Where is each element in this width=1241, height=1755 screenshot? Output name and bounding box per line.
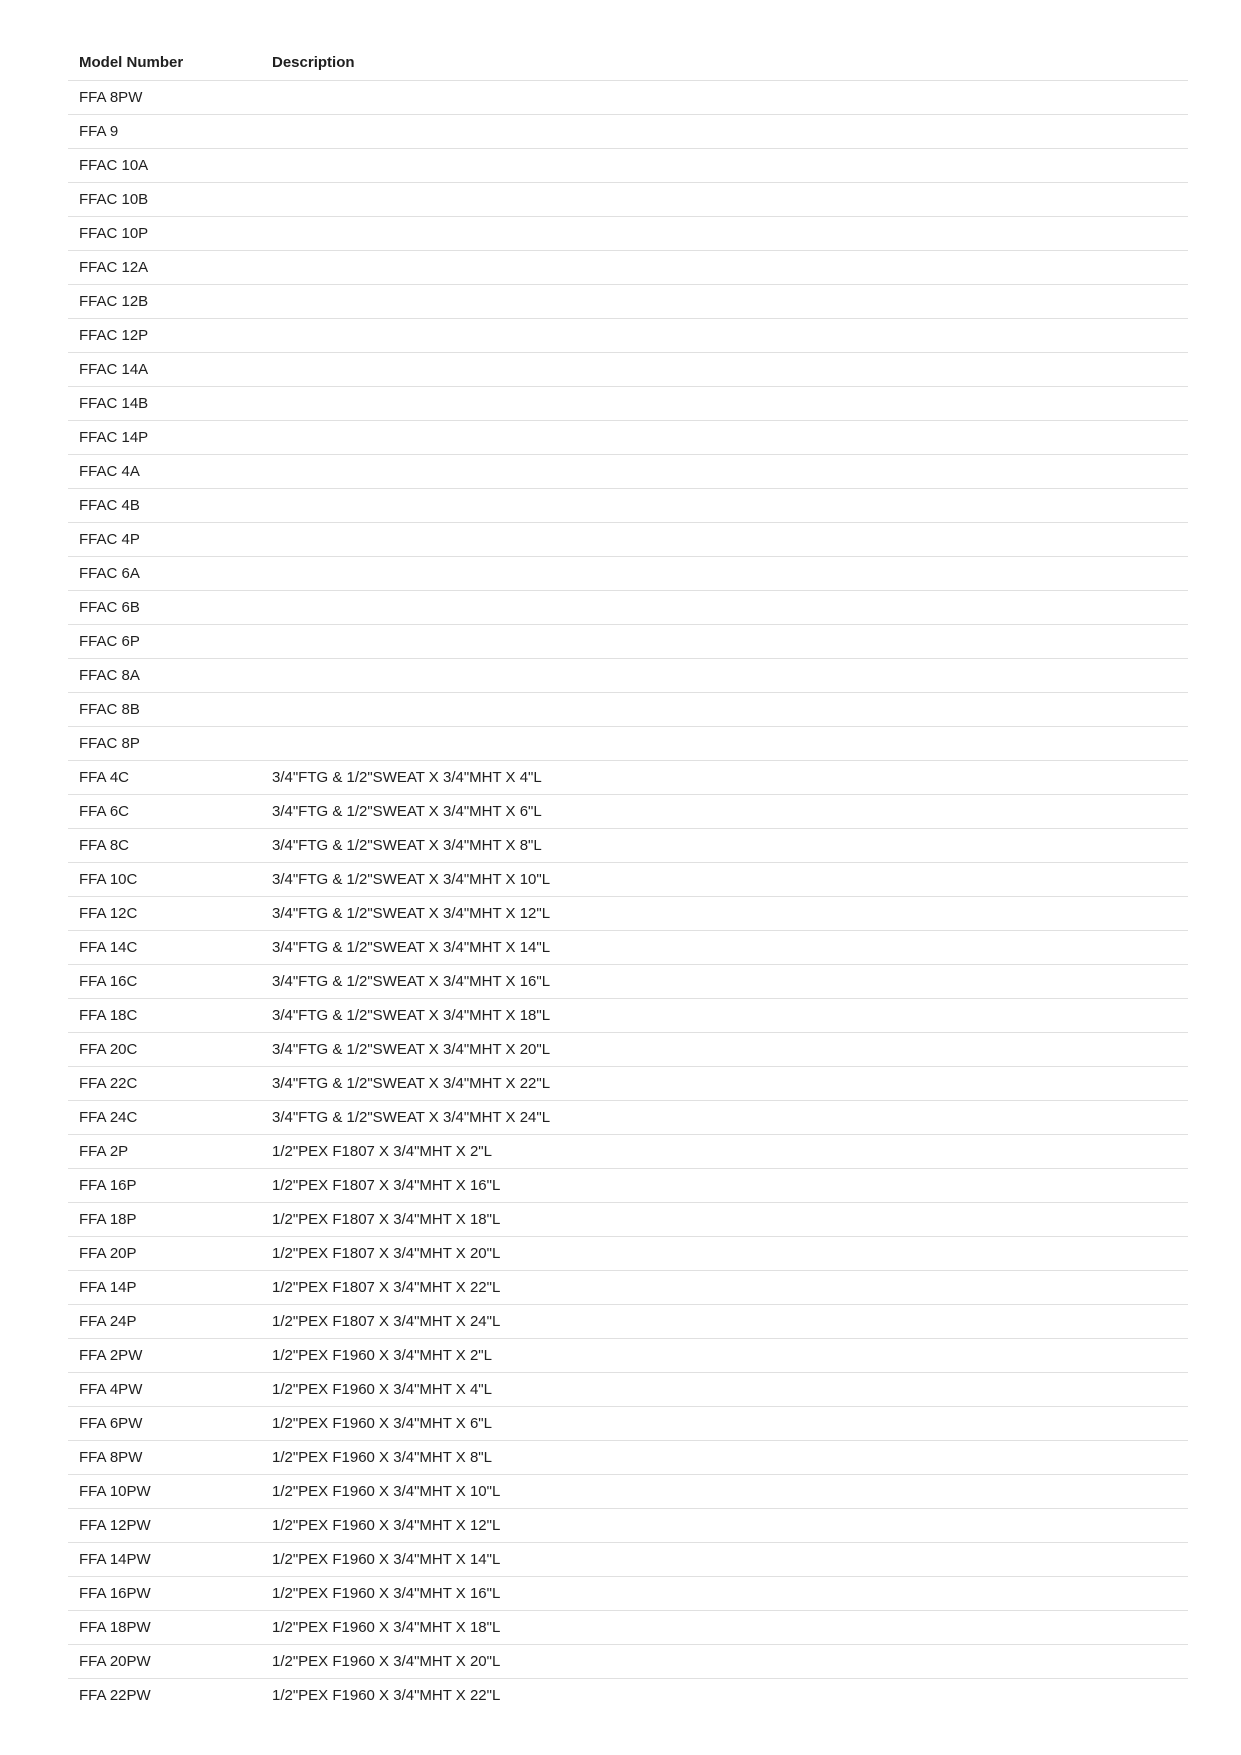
model-number-cell: FFAC 12B (79, 293, 149, 310)
table-row (68, 1407, 1188, 1441)
description-cell: 1/2"PEX F1960 X 3/4"MHT X 8"L (272, 1449, 492, 1466)
model-number-cell: FFA 6C (79, 803, 130, 820)
model-number-cell: FFA 2PW (79, 1347, 143, 1364)
model-number-cell: FFA 4C (79, 769, 130, 786)
table-row (68, 1135, 1188, 1169)
model-number-cell: FFA 10PW (79, 1483, 151, 1500)
description-cell (261, 319, 1188, 353)
description-cell: 1/2"PEX F1807 X 3/4"MHT X 22"L (272, 1279, 501, 1296)
description-cell (261, 489, 1188, 523)
table-row (68, 557, 1188, 591)
model-number-cell: FFAC 10B (79, 191, 149, 208)
model-number-cell: FFAC 10P (79, 225, 149, 242)
table-row (68, 1577, 1188, 1611)
description-cell: 3/4"FTG & 1/2"SWEAT X 3/4"MHT X 18"L (272, 1007, 551, 1024)
table-row (68, 829, 1188, 863)
table-row (68, 149, 1188, 183)
description-cell: 3/4"FTG & 1/2"SWEAT X 3/4"MHT X 22"L (272, 1075, 551, 1092)
table-row (68, 1237, 1188, 1271)
description-cell (261, 625, 1188, 659)
description-cell: 1/2"PEX F1960 X 3/4"MHT X 16"L (272, 1585, 501, 1602)
model-number-cell: FFA 14PW (79, 1551, 151, 1568)
description-cell (261, 727, 1188, 761)
description-cell: 3/4"FTG & 1/2"SWEAT X 3/4"MHT X 20"L (272, 1041, 551, 1058)
description-cell: 3/4"FTG & 1/2"SWEAT X 3/4"MHT X 4"L (272, 769, 542, 786)
description-cell (261, 455, 1188, 489)
table-row (68, 727, 1188, 761)
model-number-cell: FFAC 14B (79, 395, 149, 412)
table-row (68, 897, 1188, 931)
model-number-cell: FFAC 12P (79, 327, 149, 344)
table-row (68, 1475, 1188, 1509)
model-number-cell: FFAC 6P (79, 633, 140, 650)
table-row (68, 455, 1188, 489)
table-row (68, 1305, 1188, 1339)
model-number-cell: FFA 18C (79, 1007, 138, 1024)
description-cell: 1/2"PEX F1960 X 3/4"MHT X 12"L (272, 1517, 501, 1534)
product-table (68, 45, 1188, 1712)
model-number-cell: FFA 8PW (79, 89, 143, 106)
description-cell: 3/4"FTG & 1/2"SWEAT X 3/4"MHT X 14"L (272, 939, 551, 956)
table-row (68, 353, 1188, 387)
description-cell: 1/2"PEX F1960 X 3/4"MHT X 4"L (272, 1381, 492, 1398)
model-number-cell: FFA 14C (79, 939, 138, 956)
description-cell (261, 659, 1188, 693)
table-row (68, 591, 1188, 625)
model-number-cell: FFA 20PW (79, 1653, 151, 1670)
model-number-cell: FFAC 4P (79, 531, 140, 548)
table-row (68, 693, 1188, 727)
description-cell (261, 557, 1188, 591)
model-number-cell: FFA 24P (79, 1313, 137, 1330)
description-cell: 1/2"PEX F1960 X 3/4"MHT X 14"L (272, 1551, 501, 1568)
description-cell: 3/4"FTG & 1/2"SWEAT X 3/4"MHT X 24"L (272, 1109, 551, 1126)
column-header-description: Description (272, 54, 355, 71)
table-row (68, 1339, 1188, 1373)
description-cell: 1/2"PEX F1960 X 3/4"MHT X 18"L (272, 1619, 501, 1636)
table-row (68, 115, 1188, 149)
table-row (68, 1441, 1188, 1475)
table-row (68, 1543, 1188, 1577)
model-number-cell: FFA 12PW (79, 1517, 151, 1534)
model-number-cell: FFA 12C (79, 905, 138, 922)
model-number-cell: FFAC 6A (79, 565, 140, 582)
model-number-cell: FFA 20P (79, 1245, 137, 1262)
model-number-cell: FFA 8PW (79, 1449, 143, 1466)
table-row (68, 999, 1188, 1033)
model-number-cell: FFA 16C (79, 973, 138, 990)
model-number-cell: FFAC 8P (79, 735, 140, 752)
table-row (68, 1679, 1188, 1713)
description-cell: 1/2"PEX F1960 X 3/4"MHT X 22"L (272, 1687, 501, 1704)
table-row (68, 183, 1188, 217)
description-cell (261, 693, 1188, 727)
model-number-cell: FFA 9 (79, 123, 119, 140)
table-row (68, 931, 1188, 965)
model-number-cell: FFA 8C (79, 837, 130, 854)
description-cell (261, 353, 1188, 387)
table-row (68, 795, 1188, 829)
description-cell: 3/4"FTG & 1/2"SWEAT X 3/4"MHT X 8"L (272, 837, 542, 854)
table-header-row (68, 45, 1188, 81)
model-number-cell: FFA 16P (79, 1177, 137, 1194)
model-number-cell: FFA 20C (79, 1041, 138, 1058)
table-row (68, 863, 1188, 897)
model-number-cell: FFAC 6B (79, 599, 140, 616)
description-cell: 1/2"PEX F1960 X 3/4"MHT X 6"L (272, 1415, 492, 1432)
description-cell: 1/2"PEX F1807 X 3/4"MHT X 20"L (272, 1245, 501, 1262)
description-cell (261, 285, 1188, 319)
model-number-cell: FFAC 14P (79, 429, 149, 446)
description-cell: 1/2"PEX F1960 X 3/4"MHT X 2"L (272, 1347, 492, 1364)
description-cell (261, 523, 1188, 557)
table-row (68, 421, 1188, 455)
model-number-cell: FFA 14P (79, 1279, 137, 1296)
model-number-cell: FFA 24C (79, 1109, 138, 1126)
table-row (68, 1033, 1188, 1067)
description-cell (261, 251, 1188, 285)
description-cell (261, 591, 1188, 625)
model-number-cell: FFA 4PW (79, 1381, 143, 1398)
table-row (68, 1169, 1188, 1203)
table-row (68, 489, 1188, 523)
description-cell (261, 217, 1188, 251)
table-row (68, 1101, 1188, 1135)
description-cell: 3/4"FTG & 1/2"SWEAT X 3/4"MHT X 12"L (272, 905, 551, 922)
table-body (68, 81, 1188, 1713)
description-cell: 3/4"FTG & 1/2"SWEAT X 3/4"MHT X 10"L (272, 871, 551, 888)
table-row (68, 387, 1188, 421)
model-number-cell: FFA 18PW (79, 1619, 151, 1636)
description-cell: 1/2"PEX F1807 X 3/4"MHT X 16"L (272, 1177, 501, 1194)
column-header-model-number: Model Number (79, 54, 184, 71)
table-row (68, 965, 1188, 999)
model-number-cell: FFA 16PW (79, 1585, 151, 1602)
table-row (68, 1373, 1188, 1407)
table-row (68, 761, 1188, 795)
table-row (68, 81, 1188, 115)
model-number-cell: FFAC 14A (79, 361, 149, 378)
model-number-cell: FFA 22PW (79, 1687, 151, 1704)
description-cell: 1/2"PEX F1960 X 3/4"MHT X 10"L (272, 1483, 501, 1500)
table-row (68, 217, 1188, 251)
model-number-cell: FFA 10C (79, 871, 138, 888)
description-cell (261, 149, 1188, 183)
description-cell (261, 115, 1188, 149)
model-number-cell: FFA 18P (79, 1211, 137, 1228)
model-number-cell: FFAC 8A (79, 667, 140, 684)
table-row (68, 1203, 1188, 1237)
description-cell: 3/4"FTG & 1/2"SWEAT X 3/4"MHT X 16"L (272, 973, 551, 990)
description-cell: 1/2"PEX F1807 X 3/4"MHT X 18"L (272, 1211, 501, 1228)
model-number-cell: FFA 22C (79, 1075, 138, 1092)
description-cell: 3/4"FTG & 1/2"SWEAT X 3/4"MHT X 6"L (272, 803, 542, 820)
description-cell: 1/2"PEX F1807 X 3/4"MHT X 24"L (272, 1313, 501, 1330)
table-row (68, 1611, 1188, 1645)
model-number-cell: FFAC 12A (79, 259, 149, 276)
model-number-cell: FFAC 4A (79, 463, 140, 480)
table-row (68, 285, 1188, 319)
model-number-cell: FFAC 8B (79, 701, 140, 718)
description-cell (261, 183, 1188, 217)
model-number-cell: FFAC 4B (79, 497, 140, 514)
table-row (68, 1067, 1188, 1101)
table-row (68, 1271, 1188, 1305)
table-row (68, 1509, 1188, 1543)
table-row (68, 523, 1188, 557)
model-number-cell: FFA 2P (79, 1143, 129, 1160)
table-row (68, 1645, 1188, 1679)
table-row (68, 251, 1188, 285)
description-cell: 1/2"PEX F1960 X 3/4"MHT X 20"L (272, 1653, 501, 1670)
table-row (68, 319, 1188, 353)
description-cell (261, 421, 1188, 455)
description-cell (261, 387, 1188, 421)
product-table-container (68, 45, 1188, 1712)
table-row (68, 625, 1188, 659)
model-number-cell: FFA 6PW (79, 1415, 143, 1432)
description-cell: 1/2"PEX F1807 X 3/4"MHT X 2"L (272, 1143, 492, 1160)
table-row (68, 659, 1188, 693)
description-cell (261, 81, 1188, 115)
model-number-cell: FFAC 10A (79, 157, 149, 174)
